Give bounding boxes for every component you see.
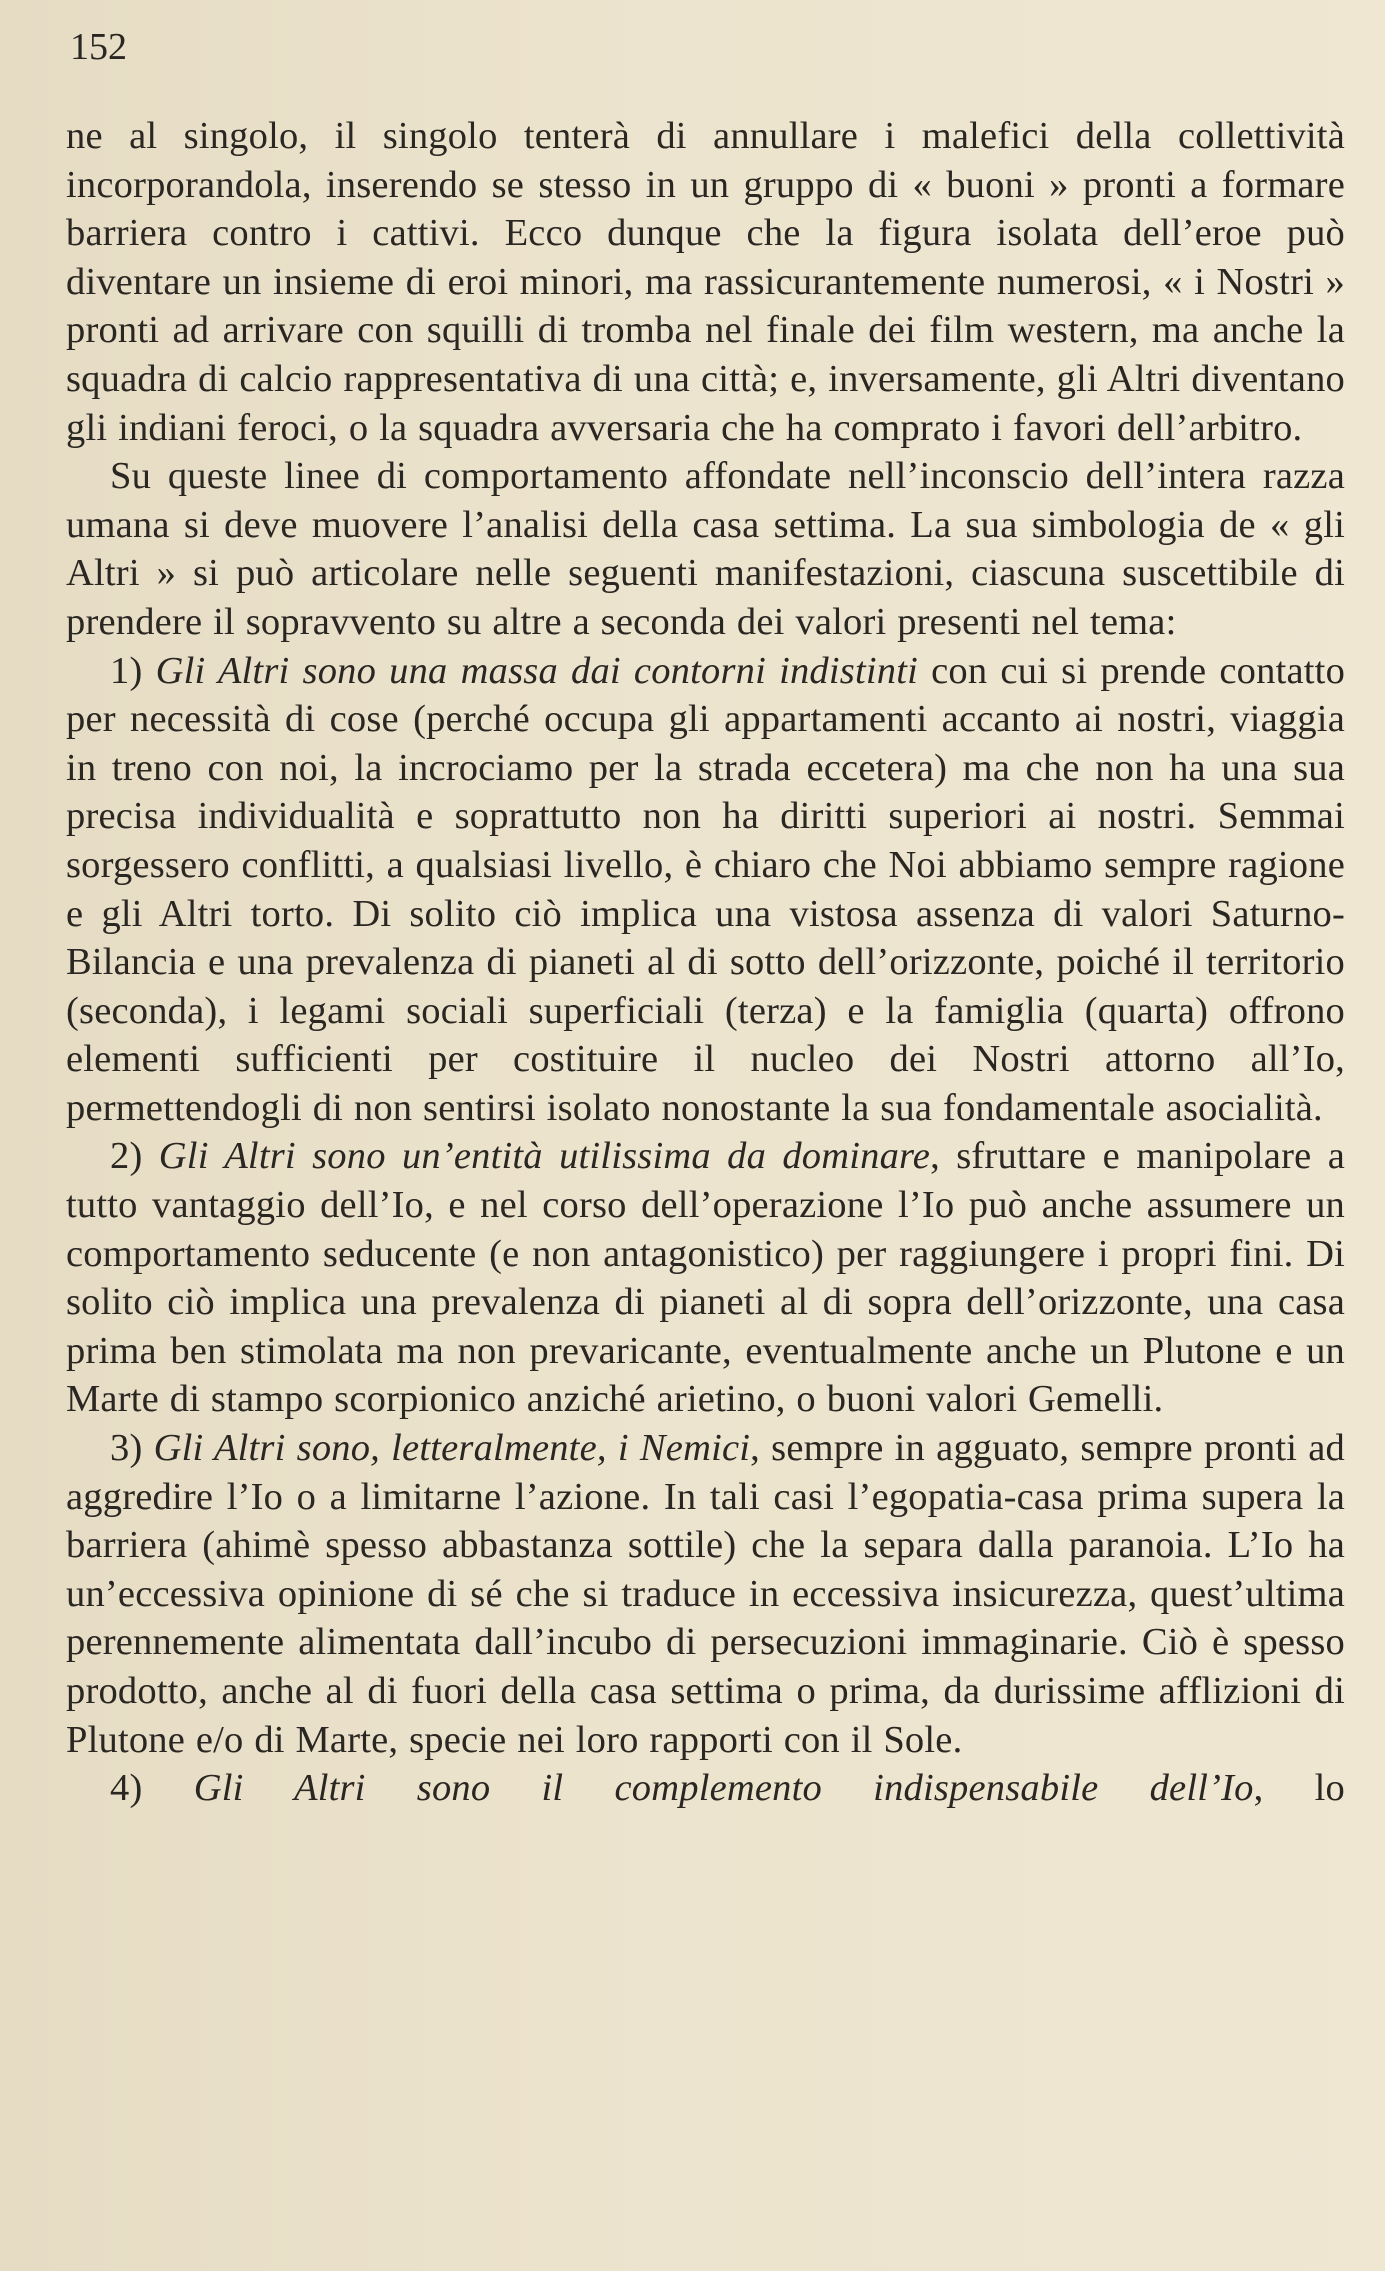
list-item-2 — [66, 1132, 1345, 1424]
page-number: 152 — [70, 26, 127, 68]
list-item-3 — [66, 1424, 1345, 1764]
list-item-3-text: , sempre in agguato, sempre pronti ad aggredire l’Io o a limitarne l’azione. In tali casi l’egopatia-casa prima supera la barriera (ahimè spesso abbastanza sottile) che la separa dalla paranoia. L’Io ha un’eccessiva opinione di sé che si traduce in eccessiva insicurezza, quest’ultima perennemente alimentata dall’incubo di persecuzioni immaginarie. Ciò è spesso prodotto, anche al di fuori della casa settima o prima, da durissime afflizioni di Plutone e/o di Marte, specie nei loro rapporti con il Sole. — [66, 1427, 1345, 1761]
list-item-4-number: 4) — [110, 1767, 143, 1810]
list-item-4-text: , lo — [1253, 1767, 1345, 1810]
list-item-1 — [66, 647, 1345, 1133]
paragraph-intro: Su queste linee di comportamento affondate nell’inconscio dell’intera razza umana si deve muovere l’analisi della casa settima. La sua simbologia de « gli Altri » si può articolare nelle seguenti manifestazioni, ciascuna suscettibile di prendere il sopravvento su altre a seconda dei valori presenti nel tema: — [66, 455, 1345, 643]
list-item-1-number: 1) — [110, 649, 143, 692]
body-text — [66, 112, 1345, 1813]
list-item-1-emphasis: Gli Altri sono una massa dai contorni indistinti — [155, 649, 918, 692]
list-item-2-text: , sfruttare e manipolare a tutto vantaggio dell’Io, e nel corso dell’operazione l’Io può anche assumere un comportamento seducente (e non antagonistico) per raggiungere i propri fini. Di solito ciò implica una prevalenza di pianeti al di sopra dell’orizzonte, una casa prima ben stimolata ma non prevaricante, eventualmente anche un Plutone e un Marte di stampo scorpionico anziché arietino, o buoni valori Gemelli. — [66, 1135, 1345, 1421]
list-item-3-number: 3) — [110, 1427, 143, 1470]
list-item-1-text: con cui si prende contatto per necessità di cose (perché occupa gli appartamenti accanto ai nostri, viaggia in treno con noi, la incrociamo per la strada eccetera) ma che non ha una sua precisa individualità e soprattutto non ha diritti superiori ai nostri. Semmai sorgessero conflitti, a qualsiasi livello, è chiaro che Noi abbiamo sempre ragione e gli Altri torto. Di solito ciò implica una vistosa assenza di valori Saturno-Bilancia e una prevalenza di pianeti al di sotto dell’orizzonte, poiché il territorio (seconda), i legami sociali superficiali (terza) e la famiglia (quarta) offrono elementi sufficienti per costituire il nucleo dei Nostri attorno all’Io, permettendogli di non sentirsi isolato nonostante la sua fondamentale asocialità. — [66, 649, 1346, 1129]
list-item-3-emphasis: Gli Altri sono, letteralmente, i Nemici — [153, 1427, 751, 1470]
list-item-2-emphasis: Gli Altri sono un’entità utilissima da dominare — [158, 1135, 931, 1178]
list-item-4-emphasis: Gli Altri sono il complemento indispensabile dell’Io — [193, 1767, 1254, 1810]
list-item-4 — [66, 1764, 1345, 1813]
list-item-2-number: 2) — [110, 1135, 143, 1178]
paragraph-continuation: ne al singolo, il singolo tenterà di annullare i malefici della collettività incorporandola, inserendo se stesso in un gruppo di « buoni » pronti a formare barriera contro i cattivi. Ecco dunque che la figura isolata dell’eroe può diventare un insieme di eroi minori, ma rassicurantemente numerosi, « i Nostri » pronti ad arrivare con squilli di tromba nel finale dei film western, ma anche la squadra di calcio rappresentativa di una città; e, inversamente, gli Altri diventano gli indiani feroci, o la squadra avversaria che ha comprato i favori dell’arbitro. — [66, 115, 1345, 449]
